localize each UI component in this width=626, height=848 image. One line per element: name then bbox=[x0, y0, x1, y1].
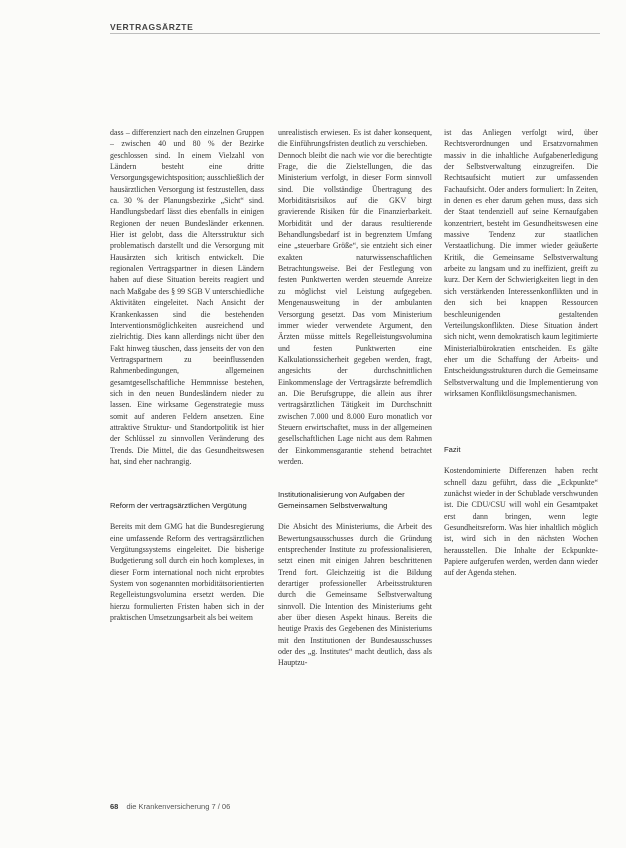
text-column-2 bbox=[278, 127, 432, 669]
paragraph: unrealistisch erwiesen. Es ist daher konsequent, die Einführungsfristen deutlich zu verschieben. bbox=[278, 128, 432, 149]
paragraph: Bereits mit dem GMG hat die Bundesregierung eine umfassende Reform des vertragsärztlichen Vergütungssystems eingeleitet. Die bisherige Budgetierung soll durch ein hoch komplexes, in dieser Form international noch nicht erprobtes System von sogenannten morbiditätsorientierten Regelleistungsvolumina ersetzt werden. Die hierzu formulierten Fristen haben sich in der praktischen Umsetzungsarbeit als bei weitem bbox=[110, 522, 264, 623]
paragraph: Die Absicht des Ministeriums, die Arbeit des Bewertungsausschusses durch die Gründung entsprechender Institute zu professionalisieren, setzt einen mit einigen Jahren beschrittenen Trend fort. Gleichzeitig ist die Bildung derartiger professioneller Arbeitsstrukturen durch die Gemeinsame Selbstverwaltung sinnvoll. Die Intention des Ministeriums geht aber über diesen Aspekt hinaus. Bereits die heutige Praxis des Gegebenen des Ministeriums mit den Institutionen der Bundesausschusses oder des „g. Institutes“ macht deutlich, dass als Hauptzu- bbox=[278, 522, 432, 668]
paragraph: Dennoch bleibt die nach wie vor die berechtigte Frage, die die Zielstellungen, die das Ministerium verfolgt, in dieser Form sinnvoll sind. Die vollständige Übertragung des Morbiditätsrisikos auf die GKV birgt gravierende Risiken für die Finanzierbarkeit. Morbidität und der daraus resultierende Behandlungsbedarf ist in begrenztem Umfang eine „steuerbare Größe“, sie entzieht sich einer exakten naturwissenschaftlichen Betrachtungsweise. Bei der Festlegung von festen Punktwerten werden steuernde Anreize zu möglichst viel Leistung aufgegeben. Mengenausweitung in der ambulanten Versorgung gesetzt. Das vom Ministerium immer wieder verwendete Argument, den Ärzten müsse mittels Regelleistungsvolumina und festen Punktwerten eine Kalkulationssicherheit gegeben werden, fragt, angesichts der durchschnittlichen Einkommenslage der Vertragsärzte befremdlich an. Die Berufsgruppe, die allein aus ihrer vertragsärztlichen Tätigkeit im Durchschnitt zwischen 7.000 und 8.000 Euro monatlich vor Steuern erwirtschaftet, muss in der allgemeinen gesellschaftlichen Lage nicht aus dem Rahmen der Einkommensgarantie stehend betrachtet werden. bbox=[278, 150, 432, 466]
paragraph: Kostendominierte Differenzen haben recht schnell dazu geführt, dass die „Eckpunkte“ zunächst wieder in der Schublade verschwunden ist. Die CDU/CSU will wohl ein Gesamtpaket erst dann bringen, wenn legte Gesundheitsreform. Was hier inhaltlich möglich ist, wird sich in den nächsten Wochen herausstellen. Die Inhalte der Eckpunkte-Papiere aufgerufen werden, werden dann wieder auf der Agenda stehen. bbox=[444, 466, 598, 578]
subheading: Institutionalisierung von Aufgaben der Gemeinsamen Selbstverwaltung bbox=[278, 490, 405, 511]
text-column-1 bbox=[110, 127, 264, 623]
journal-title: die Krankenversicherung 7 / 06 bbox=[126, 802, 231, 811]
paragraph: ist das Anliegen verfolgt wird, über Rechtsverordnungen und Ersatzvornahmen massiv in die inhaltliche Aufgabenerledigung der Selbstverwaltung einzugreifen. Die Rechtsaufsicht mutiert zur umfassenden Fachaufsicht. Oder anders formuliert: In Zeiten, in denen es eher darum gehen muss, dass sich der Staat tendenziell auf seine Kernaufgaben konzentriert, besteht im Gesundheitswesen eine massive Tendenz zur staatlichen Verstaatlichung. Die immer wieder geäußerte Kritik, die Gemeinsame Selbstverwaltung arbeite zu langsam und zu ineffizient, greift zu kurz. Der Kern der Schwierigkeiten liegt in den sich verstärkenden Interessenkonflikten und in den sich bei knappen Ressourcen beschleunigenden gestaltenden Verteilungskonflikten. Diese Situation ändert sich nicht, wenn demokratisch kaum legitimierte Ministerialbürokratien entscheiden. Es gälte eher um die Schaffung der Arbeits- und Entscheidungsstrukturen durch die Gemeinsame Selbstverwaltung und die Implementierung von wirksamen Konfliktlösungsmechanismen. bbox=[444, 128, 598, 398]
text-column-3 bbox=[444, 127, 598, 579]
section-divider bbox=[110, 33, 600, 34]
subheading: Reform der vertragsärztlichen Vergütung bbox=[110, 501, 247, 511]
page-footer bbox=[110, 802, 230, 811]
section-label: VERTRAGSÄRZTE bbox=[110, 22, 194, 32]
paragraph: dass – differenziert nach den einzelnen Gruppen – zwischen 40 und 80 % der Bezirke geschlossen sind. In einem Vielzahl von Ländern besteht eine dritte Versorgungsgewichtsposition; ausschließlich der hausärztlichen Versorgung ist festzustellen, dass ca. 30 % der Planungsbezirke „Sicht“ sind. Handlungsbedarf lässt dies ebenfalls in einigen Regionen der neuen Bundesländer erkennen. Hier ist gelobt, dass die Altersstruktur sich problematisch darstellt und die Versorgung mit Hausärzten sich kritisch entwickelt. Die regionalen Vertragspartner in diesen Ländern haben auf diese Situation bereits reagiert und nach Maßgabe des § 99 SGB V unterschiedliche Aktivitäten eingeleitet. Nach Ansicht der Krankenkassen sind die bestehenden Interventionsmöglichkeiten ausreichend und zielrichtig. Dies kann allerdings nicht über den Fakt hinweg täuschen, dass jenseits der von den Vertragspartnern zu beeinflussenden Rahmenbedingungen, allgemeinen gesamtgesellschaftliche Hemmnisse bestehen, sich in den neuen Bundesländern nieder zu lassen. Eine wirksame Gegenstrategie muss somit auf anderen Feldern ansetzen. Eine attraktive Struktur- und Standortpolitik ist hier der Schlüssel zu sinnvollen Veränderung des Trends. Die Mittel, die das Gesundheitswesen hat, sind eher nachrangig. bbox=[110, 128, 264, 466]
subheading: Fazit bbox=[444, 445, 461, 455]
page-number: 68 bbox=[110, 802, 119, 811]
